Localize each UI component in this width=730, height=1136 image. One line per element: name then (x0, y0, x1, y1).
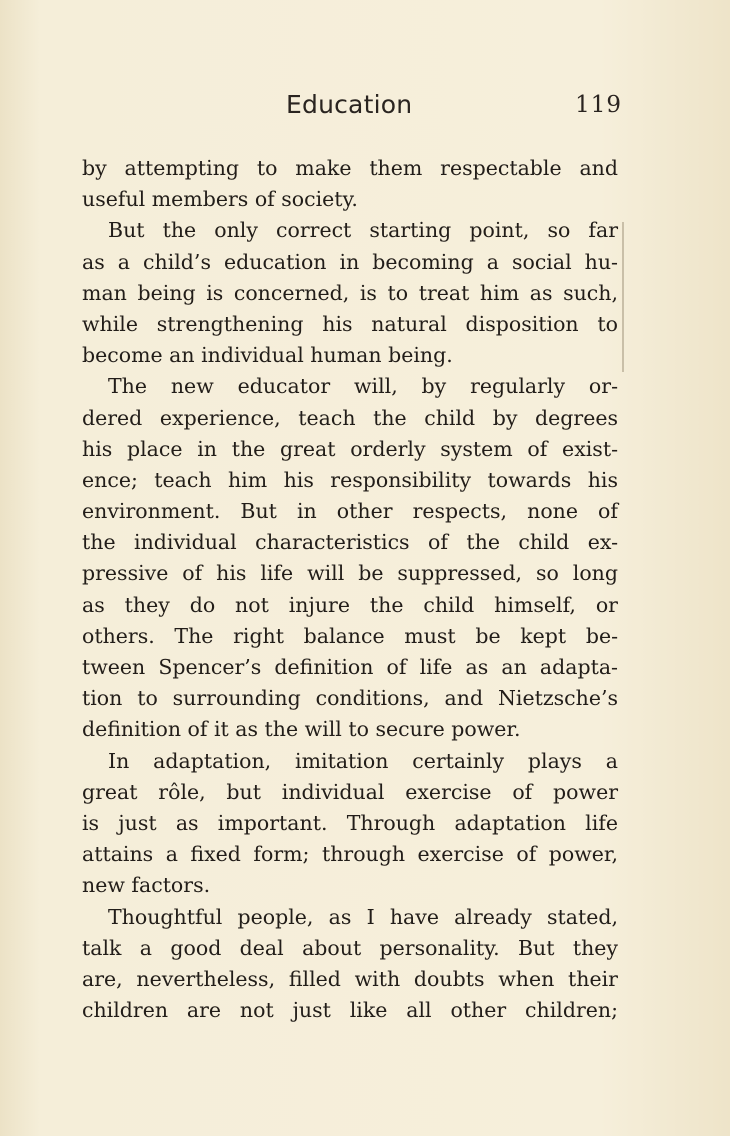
text-line: are, nevertheless, filled with doubts when their (82, 966, 618, 991)
text-line: pressive of his life will be suppressed, so long (82, 561, 618, 586)
text-line: environment. But in other respects, none of (82, 499, 618, 524)
text-line: The new educator will, by regularly or- (108, 374, 618, 399)
margin-pencil-mark (622, 222, 624, 372)
text-line: children are not just like all other children; (82, 998, 618, 1023)
text-line: new factors. (82, 873, 211, 898)
text-line: as they do not injure the child himself, or (82, 592, 618, 617)
text-line: his place in the great orderly system of exist- (82, 436, 618, 461)
running-title: Education (286, 90, 413, 119)
text-line: talk a good deal about personality. But they (82, 935, 618, 960)
text-line: great rôle, but individual exercise of power (82, 779, 618, 804)
text-line: But the only correct starting point, so far (108, 218, 618, 243)
text-line: while strengthening his natural disposition to (82, 311, 618, 336)
text-line: is just as important. Through adaptation life (82, 810, 618, 835)
text-line: definition of it as the will to secure power. (82, 717, 521, 742)
text-line: In adaptation, imitation certainly plays a (108, 748, 618, 773)
text-line: by attempting to make them respectable and (82, 156, 618, 180)
text-line: others. The right balance must be kept be- (82, 623, 618, 648)
text-line: the individual characteristics of the child ex- (82, 530, 618, 555)
page-number: 119 (575, 92, 622, 118)
text-line: become an individual human being. (82, 343, 453, 368)
text-line: ence; teach him his responsibility towards his (82, 467, 618, 492)
text-line: man being is concerned, is to treat him as such, (82, 280, 618, 305)
text-line: as a child’s education in becoming a social hu- (82, 249, 618, 274)
body-text (82, 153, 618, 1026)
text-line: tion to surrounding conditions, and Nietzsche’s (82, 686, 618, 711)
text-line: useful members of society. (82, 187, 358, 212)
text-line: tween Spencer’s definition of life as an adapta- (82, 655, 618, 679)
page-header (82, 86, 622, 126)
text-line: Thoughtful people, as I have already stated, (108, 904, 618, 929)
text-line: attains a fixed form; through exercise of power, (82, 842, 618, 867)
text-line: dered experience, teach the child by degrees (82, 405, 618, 430)
